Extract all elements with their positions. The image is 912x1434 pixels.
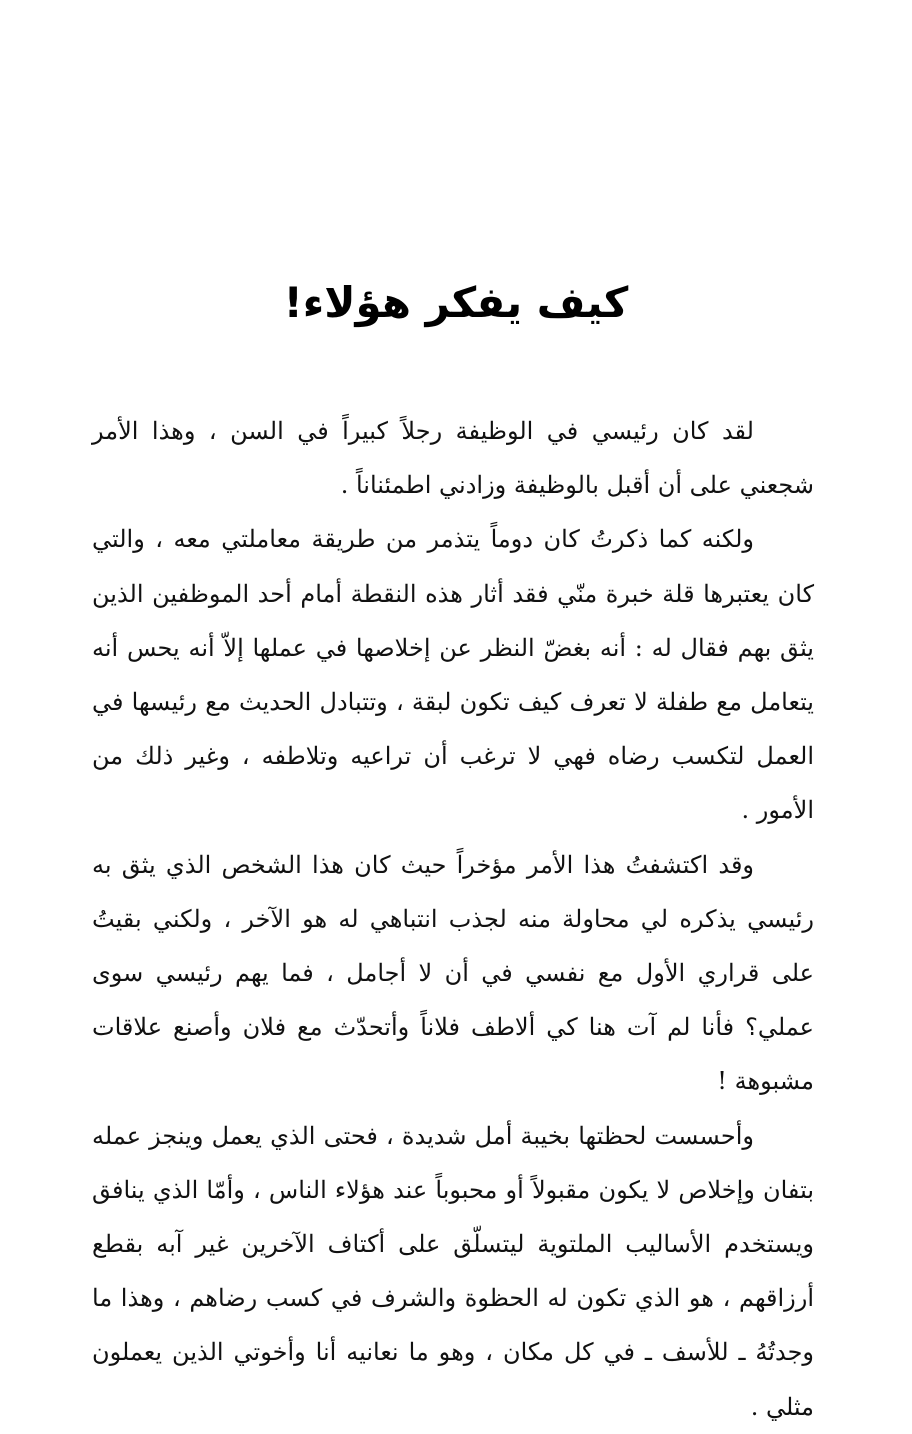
paragraph: وأحسست لحظتها بخيبة أمل شديدة ، فحتى الذي يعمل وينجز عمله بتفان وإخلاص لا يكون مقبولاً أو محبوباً عند هؤلاء الناس ، وأمّا الذي ينافق ويستخدم الأساليب الملتوية ليتسلّق على أكتاف الآخرين غير آبه بقطع أرزاقهم ، هو الذي تكون له الحظوة والشرف في كسب رضاهم ، وهذا ما وجدتُهُ ـ للأسف ـ في كل مكان ، وهو ما نعانيه أنا وأخوتي الذين يعملون مثلي . bbox=[92, 1121, 815, 1421]
paragraph: وقد اكتشفتُ هذا الأمر مؤخراً حيث كان هذا الشخص الذي يثق به رئيسي يذكره لي محاولة منه لجذب انتباهي له هو الآخر ، ولكني بقيتُ على قراري الأول مع نفسي في أن لا أجامل ، فما يهم رئيسي سوى عملي؟ فأنا لم آت هنا كي ألاطف فلاناً وأتحدّث مع فلان وأصنع علاقات مشبوهة ! bbox=[92, 850, 815, 1096]
chapter-body bbox=[92, 404, 814, 1434]
paragraph: لقد كان رئيسي في الوظيفة رجلاً كبيراً في السن ، وهذا الأمر شجعني على أن أقبل بالوظيفة وزادني اطمئناناً . bbox=[92, 417, 814, 500]
paragraph: ولكنه كما ذكرتُ كان دوماً يتذمر من طريقة معاملتي معه ، والتي كان يعتبرها قلة خبرة منّي فقد أثار هذه النقطة أمام أحد الموظفين الذين يثق بهم فقال له : أنه بغضّ النظر عن إخلاصها في عملها إلاّ أنه يحس أنه يتعامل مع طفلة لا تعرف كيف تكون لبقة ، وتتبادل الحديث مع رئيسها في العمل لتكسب رضاه فهي لا ترغب أن تراعيه وتلاطفه ، وغير ذلك من الأمور . bbox=[92, 525, 814, 825]
chapter-title: كيف يفكر هؤلاء! bbox=[283, 278, 629, 327]
